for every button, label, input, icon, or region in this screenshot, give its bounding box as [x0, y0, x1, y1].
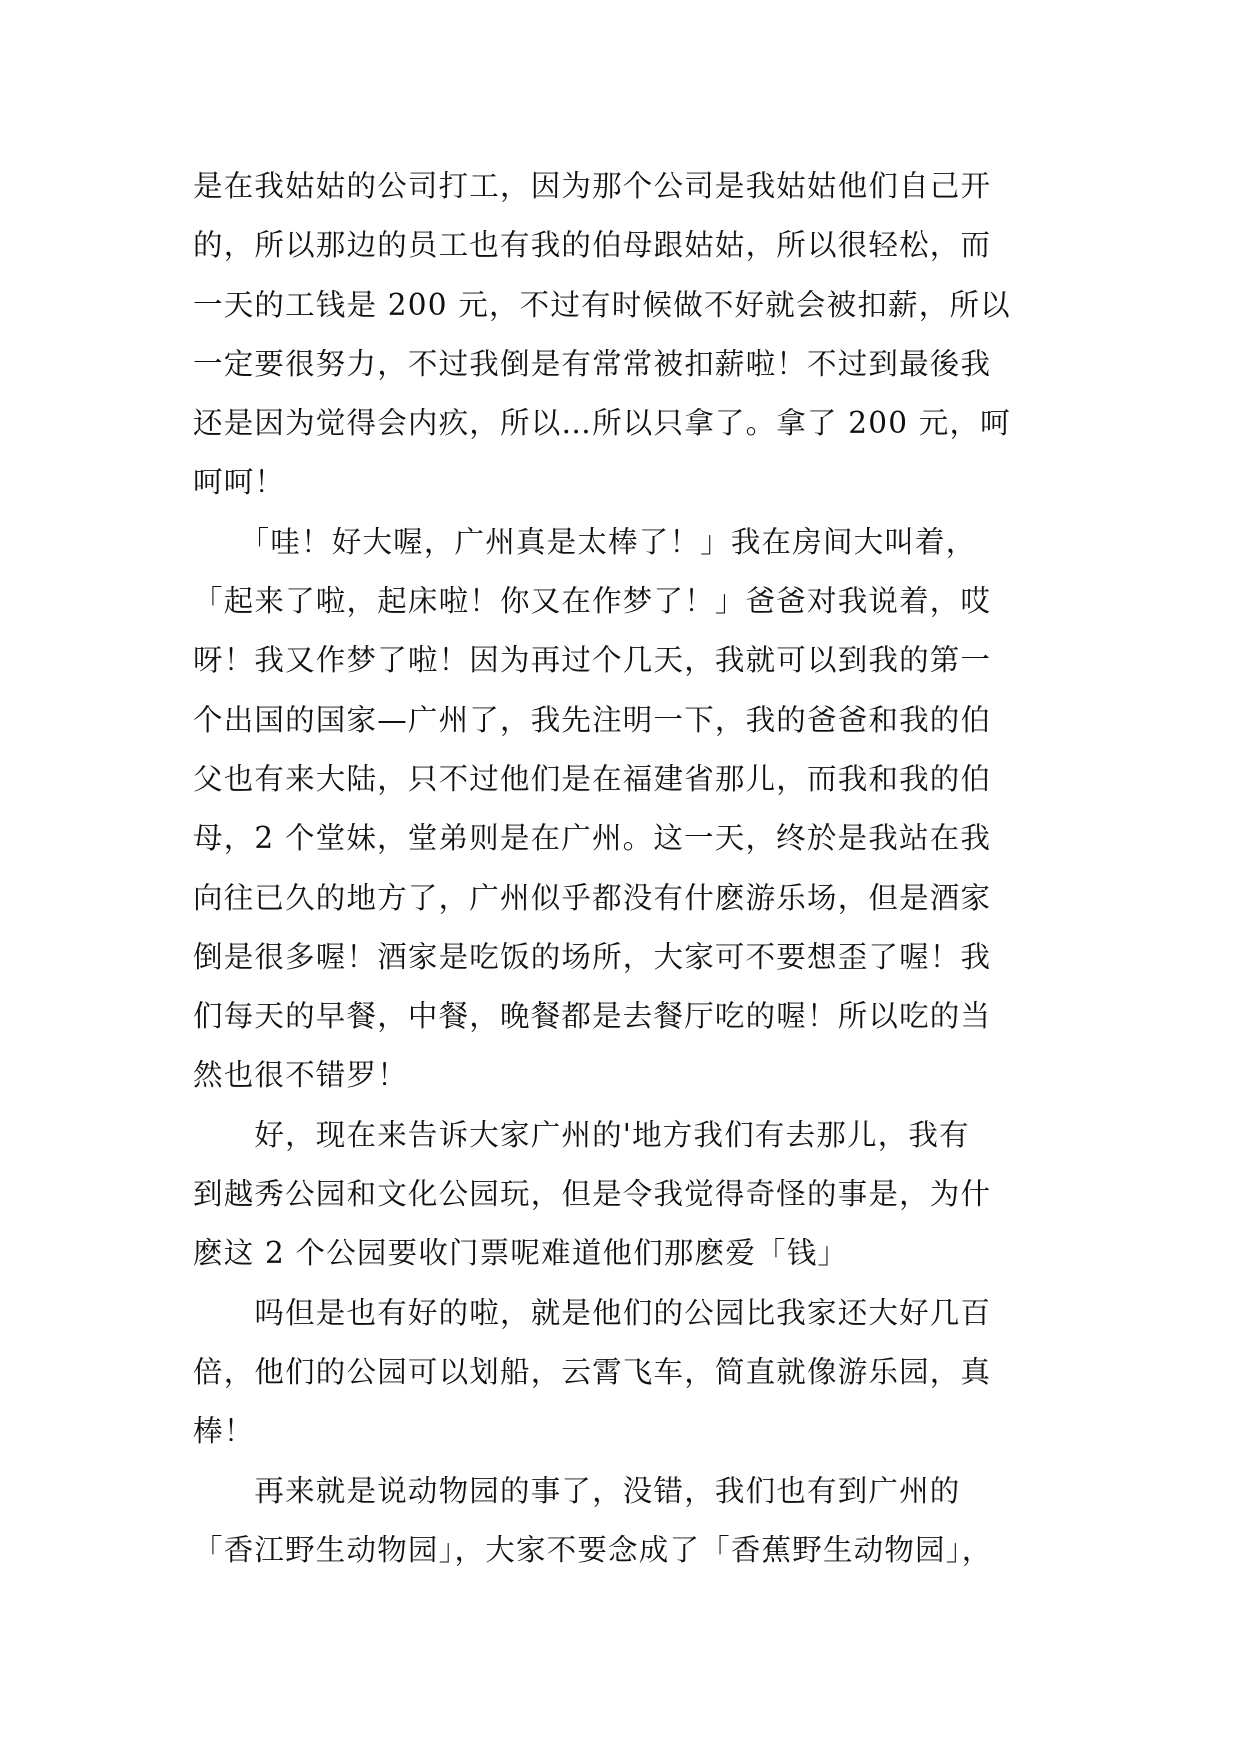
- text-line: 到越秀公园和文化公园玩，但是令我觉得奇怪的事是，为什: [193, 1177, 992, 1212]
- text-line: 棒！: [193, 1414, 255, 1449]
- text-line: 麽这 2 个公园要收门票呢难道他们那麽爱「钱」: [193, 1236, 849, 1271]
- text-line: 向往已久的地方了，广州似乎都没有什麽游乐场，但是酒家: [193, 880, 992, 915]
- text-line: 一定要很努力，不过我倒是有常常被扣薪啦！不过到最後我: [193, 346, 992, 381]
- document-body: [193, 157, 1053, 1580]
- text-line: 们每天的早餐，中餐，晚餐都是去餐厅吃的喔！所以吃的当: [193, 999, 992, 1034]
- text-line: 一天的工钱是 200 元，不过有时候做不好就会被扣薪，所以: [193, 287, 1011, 322]
- text-line: 还是因为觉得会内疚，所以…所以只拿了。拿了 200 元，呵: [193, 406, 1011, 441]
- text-line: 呀！我又作梦了啦！因为再过个几天，我就可以到我的第一: [193, 643, 992, 678]
- text-line: 个出国的国家—广州了，我先注明一下，我的爸爸和我的伯: [193, 702, 992, 737]
- text-line: 再来就是说动物园的事了，没错，我们也有到广州的: [193, 1473, 961, 1508]
- text-line: 倒是很多喔！酒家是吃饭的场所，大家可不要想歪了喔！我: [193, 939, 992, 974]
- text-line: 的，所以那边的员工也有我的伯母跟姑姑，所以很轻松，而: [193, 228, 992, 263]
- text-line: 好，现在来告诉大家广州的'地方我们有去那儿，我有: [193, 1117, 970, 1152]
- text-line: 然也很不错罗！: [193, 1058, 408, 1093]
- text-line: 「哇！好大喔，广州真是太棒了！」我在房间大叫着，: [193, 524, 977, 559]
- text-line: 吗但是也有好的啦，就是他们的公园比我家还大好几百: [193, 1295, 992, 1330]
- text-line: 是在我姑姑的公司打工，因为那个公司是我姑姑他们自己开: [193, 169, 992, 203]
- text-line: 「起来了啦，起床啦！你又在作梦了！」爸爸对我说着，哎: [193, 584, 992, 619]
- text-line: 母，2 个堂妹，堂弟则是在广州。这一天，终於是我站在我: [193, 821, 992, 856]
- text-line: 父也有来大陆，只不过他们是在福建省那儿，而我和我的伯: [193, 761, 992, 796]
- text-line: 呵呵！: [193, 465, 286, 500]
- text-line: 倍，他们的公园可以划船，云霄飞车，简直就像游乐园，真: [193, 1354, 992, 1389]
- text-line: 「香江野生动物园」，大家不要念成了「香蕉野生动物园」，: [193, 1532, 993, 1567]
